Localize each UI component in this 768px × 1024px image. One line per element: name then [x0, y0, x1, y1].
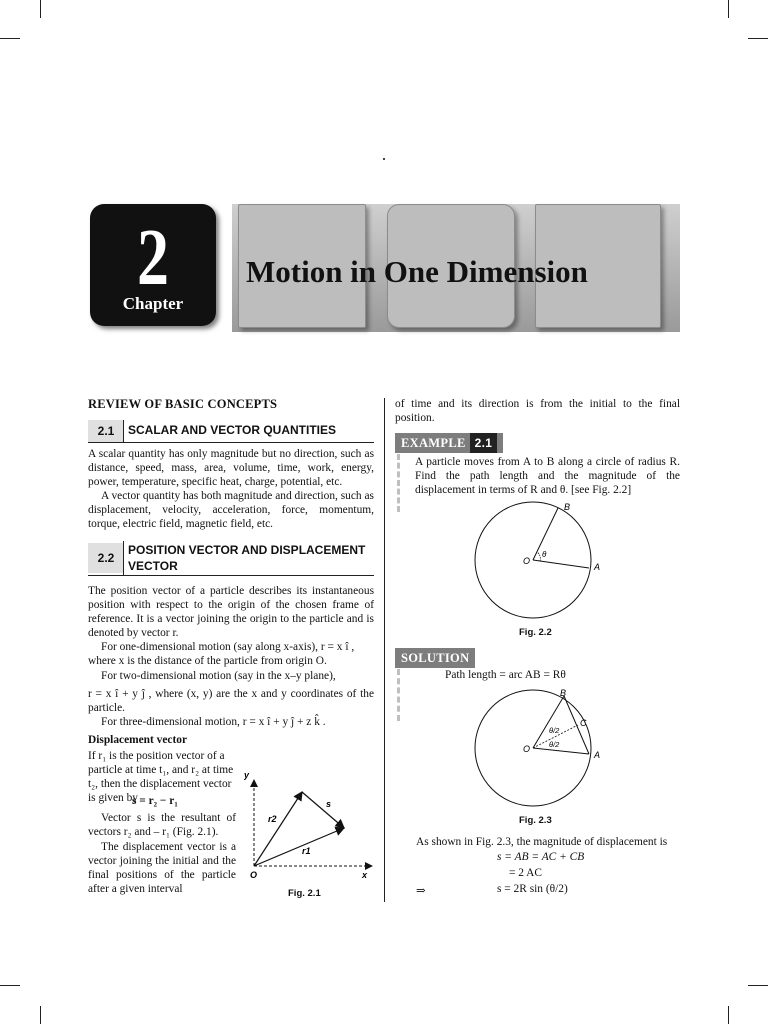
s-label: s: [326, 799, 332, 809]
example-label: EXAMPLE: [401, 436, 466, 450]
fig-2-3: [468, 686, 608, 812]
displacement-eq-1: s = AB = AC + CB: [497, 851, 585, 863]
crop-mark: [748, 985, 768, 986]
section-title-line-2: VECTOR: [128, 559, 178, 573]
example-tag: [395, 433, 503, 453]
r1-vector: [254, 828, 344, 866]
solution-tag: [395, 648, 475, 668]
two-dim-line: For two-dimensional motion (say in the x–y plane),: [101, 670, 336, 682]
section-number: 2.1: [88, 420, 124, 442]
crop-mark: [728, 0, 729, 18]
crop-mark: [748, 38, 768, 39]
section-2-1-heading: [88, 420, 374, 443]
fig-2-3-caption: Fig. 2.3: [519, 815, 552, 826]
implies-arrow: ⇒: [416, 885, 426, 897]
radius-oa: [533, 560, 589, 568]
one-dim-line: For one-dimensional motion (say along x-axis), r = x î ,: [101, 641, 355, 653]
a-label: A: [594, 750, 601, 760]
stray-dot: [383, 158, 385, 160]
section-number: 2.2: [88, 543, 124, 573]
chapter-badge: [90, 204, 216, 326]
review-heading: REVIEW OF BASIC CONCEPTS: [88, 397, 278, 411]
resultant-paragraph: Vector s is the resultant of vectors r₂ and – r₁ (Fig. 2.1).: [88, 812, 236, 838]
r2-label: r2: [268, 814, 277, 824]
crop-mark: [40, 1006, 41, 1024]
b-label: B: [560, 688, 567, 698]
chapter-word: Chapter: [122, 294, 184, 313]
section-title: SCALAR AND VECTOR QUANTITIES: [128, 423, 337, 437]
displacement-heading: Displacement vector: [88, 734, 188, 746]
crop-mark: [0, 38, 20, 39]
example-number: 2.1: [470, 433, 498, 453]
section-separator: [123, 420, 124, 442]
fig-2-2-caption: Fig. 2.2: [519, 627, 552, 638]
theta-label: θ: [542, 550, 547, 559]
solution-statement: As shown in Fig. 2.3, the magnitude of displacement is: [416, 836, 668, 848]
solution-margin-bar: [397, 669, 404, 721]
b-label: B: [564, 502, 571, 512]
chapter-title: Motion in One Dimension: [246, 254, 588, 289]
continued-text: of time and its direction is from the initial to the final position.: [395, 398, 680, 424]
y-label: y: [244, 770, 250, 780]
c-label: C: [580, 718, 587, 728]
o-label: O: [523, 556, 531, 566]
origin-label: O: [250, 870, 258, 880]
fig-2-1: [244, 766, 378, 882]
section-title-line-1: POSITION VECTOR AND DISPLACEMENT: [128, 543, 366, 557]
displacement-eq-2: = 2 AC: [509, 867, 543, 879]
crop-mark: [728, 1006, 729, 1024]
o-label: O: [523, 744, 531, 754]
scalar-paragraph: A scalar quantity has only magnitude but no direction, such as distance, speed, mass, area, volume, time, work, energy, power, temperature, specific heat, charge, potential, etc.: [88, 448, 374, 488]
displacement-paragraph: If r₁ is the position vector of a particle at time t₁, and r₂ at time t₂, then the displacement vector is given by: [88, 750, 234, 804]
column-divider: [384, 398, 385, 902]
s-vector: [302, 792, 344, 828]
radius-oa: [533, 748, 589, 754]
fig-2-1-caption: Fig. 2.1: [288, 888, 321, 899]
displacement-definition: The displacement vector is a vector joining the initial and the final positions of the particle after a given interval: [88, 841, 236, 895]
half-angle-1: θ/2: [549, 726, 560, 735]
two-dim-equation: r = x î + y ĵ , where (x, y) are the x and y coordinates of the particle.: [88, 688, 374, 714]
crop-mark: [40, 0, 41, 18]
chapter-number: 2: [137, 214, 169, 302]
crop-mark: [0, 985, 20, 986]
displacement-eq-3: s = 2R sin (θ/2): [497, 883, 568, 895]
solution-label: SOLUTION: [401, 651, 470, 665]
section-separator: [123, 541, 124, 575]
x-label: x: [362, 870, 368, 880]
vector-paragraph: A vector quantity has both magnitude and direction, such as displacement, velocity, acceleration, force, momentum, torque, electric field, magnetic field, etc.: [88, 490, 374, 530]
position-vector-paragraph: The position vector of a particle describes its instantaneous position with respect to the origin of the chosen frame of reference. It is a vector joining the origin to the particle and is denoted by vector r.: [88, 585, 374, 639]
example-text: A particle moves from A to B along a circle of radius R. Find the path length and the magnitude of the displacement in terms of R and θ. [see Fig. 2.2]: [415, 456, 680, 496]
fig-2-2: [468, 500, 608, 624]
one-dim-origin-line: where x is the distance of the particle from origin O.: [88, 655, 327, 667]
three-dim-line: For three-dimensional motion, r = x î + y ĵ + z k̂ .: [101, 716, 326, 728]
r1-label: r1: [302, 846, 311, 856]
section-2-2-heading: [88, 541, 374, 576]
displacement-equation: s = r₂ − r₁: [132, 795, 178, 807]
half-angle-2: θ/2: [549, 740, 560, 749]
theta-arc: [537, 552, 540, 561]
r2-vector: [254, 792, 302, 866]
example-margin-bar: [397, 454, 404, 512]
path-length-line: Path length = arc AB = Rθ: [445, 669, 566, 681]
a-label: A: [594, 562, 601, 572]
